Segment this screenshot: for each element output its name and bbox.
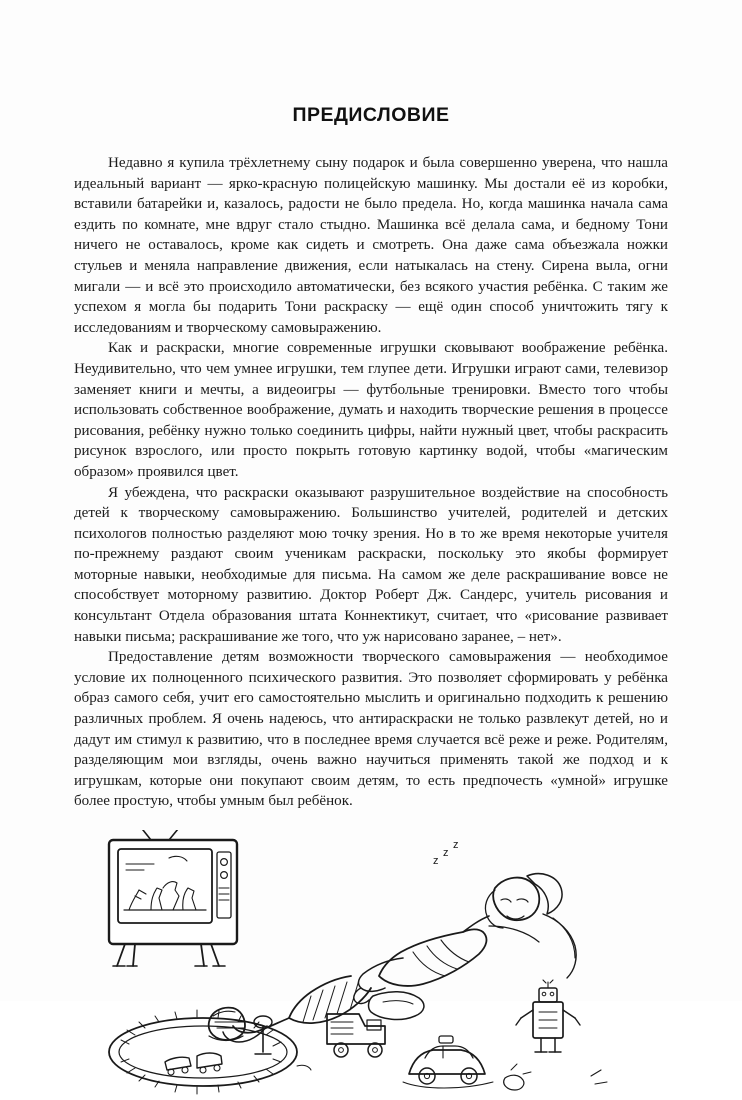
train-track-toy <box>109 1010 297 1094</box>
tv-icon <box>109 830 237 966</box>
scattered-toy-pieces <box>297 1064 607 1090</box>
child-figure <box>209 874 576 1042</box>
body-text <box>74 153 668 812</box>
signal-post-toy <box>254 1016 272 1054</box>
svg-text:z: z <box>433 855 439 867</box>
illustration <box>74 830 668 1100</box>
paragraph-4: Предоставление детям возможности творческого самовыражения — необходимое условие их полноценного психического развития. Это позволяет сформировать у ребёнка образ самого себя, учит его самостоятельно мыслить и оригинально подходить к решению различных проблем. Я очень надеюсь, что антираскраски не только развлекут детей, но и дадут им стимул к развитию, что в последнее время случается всё реже и реже. Родителям, разделяющим мои взгляды, очень важно научиться применять такой же подход и к игрушкам, которые они покупают своим детям, то есть предпочесть «умной» игрушке более простую, чтобы умным был ребёнок. <box>74 649 668 810</box>
toy-truck <box>327 1014 385 1057</box>
paragraph-2: Как и раскраски, многие современные игрушки сковывают воображение ребёнка. Неудивительно, что чем умнее игрушки, тем глупее дети. Игрушки играют сами, телевизор заменяет книги и мечты, а видеоигры — футбольные тренировки. Вместо того чтобы использовать собственное воображение, думать и находить творческие решения в процессе рисования, ребёнку нужно только соединить цифры, найти нужный цвет, чтобы раскрасить рисунок взрослого, или просто покрыть готовую картинку водой, чтобы «магическим образом» проявился цвет. <box>74 340 668 480</box>
paragraph-3: Я убеждена, что раскраски оказывают разрушительное воздействие на способность детей к творческому самовыражению. Большинство учителей, родителей и детских психологов полностью разделяют мою точку зрения. Но в то же время некоторые учителя по-прежнему раздают своим ученикам раскраски, поскольку это якобы формирует моторные навыки, необходимые для письма. На самом же деле раскрашивание вовсе не способствует моторному развитию. Доктор Роберт Дж. Сандерс, учитель рисования и консультант Отдела образования штата Коннектикут, считает, что «рисование развивает навыки письма; раскрашивание же того, что уж нарисовано заранее, – нет». <box>74 484 668 645</box>
svg-text:z: z <box>453 839 459 851</box>
toy-police-car <box>403 1036 493 1088</box>
toy-robot <box>516 980 580 1052</box>
sleep-z-marks <box>433 839 459 867</box>
svg-text:z: z <box>443 847 449 859</box>
paragraph-1: Недавно я купила трёхлетнему сыну подарок и была совершенно уверена, что нашла идеальный вариант — ярко-красную полицейскую машинку. Мы достали её из коробки, вставили батарейки и, казалось, радости не было предела. Но, когда машинка начала сама ездить по комнате, мне вдруг стало стыдно. Машинка всё делала сама, и бедному Тони ничего не оставалось, кроме как сидеть и смотреть. Она даже сама объезжала ножки стульев и меняла направление движения, если натыкалась на стену. Сирена выла, огни мигали — и всё это происходило автоматически, без всякого участия ребёнка. С таким же успехом я могла бы подарить Тони раскраску — ещё один способ уничтожить тягу к исследованиям и творческому самовыражению. <box>74 155 668 336</box>
page-title: ПРЕДИСЛОВИЕ <box>292 104 450 126</box>
